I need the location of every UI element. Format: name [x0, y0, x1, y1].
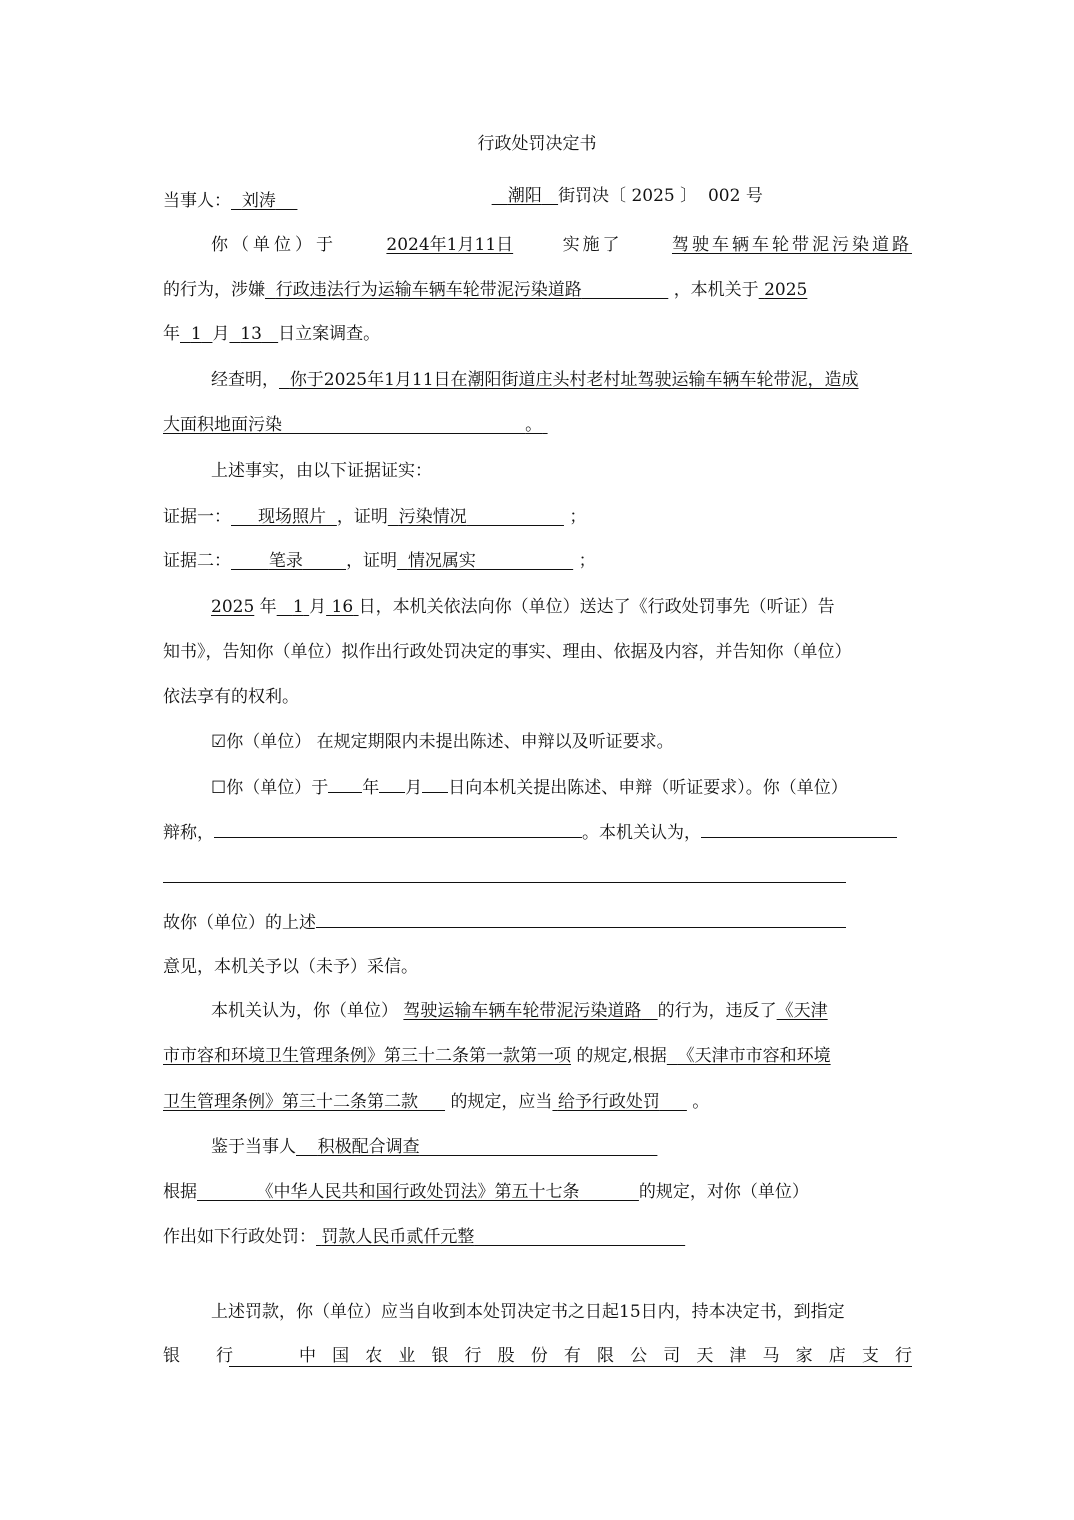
- para1-suspect: 行政违法行为运输车辆车轮带泥污染道路: [275, 280, 582, 300]
- para1-date: 2024年1月11日: [386, 235, 514, 255]
- payment-line1: [211, 1300, 912, 1324]
- payment-bank-label: [163, 1344, 233, 1368]
- bank-char: 股: [497, 1346, 515, 1366]
- violation-law1b: 市市容和环境卫生管理条例》第三十二条第一款第一项: [163, 1046, 571, 1066]
- option2-b: 年: [362, 778, 380, 798]
- mitigation-a: 鉴于当事人: [211, 1137, 296, 1157]
- evidence-2-item-field: [231, 551, 346, 571]
- option2-defense-blank: [214, 819, 582, 838]
- para1-suspect-field: [265, 280, 668, 300]
- option2-d: 日向本机关提出陈述、申辩（听证要求）。你（单位）: [448, 778, 848, 798]
- payment-bank-label-2: 行: [216, 1346, 233, 1366]
- mitigation-decision-field: [316, 1227, 685, 1247]
- violation-penalty: 给予行政处罚: [557, 1092, 660, 1112]
- para1-a: 你（单位）于: [211, 235, 337, 255]
- doc-number-year: 2025: [631, 186, 675, 206]
- para1-date-field: [386, 233, 513, 257]
- evidence-1-mid: ，证明: [336, 507, 388, 527]
- para1-month-field: [180, 324, 212, 344]
- bank-char: 限: [596, 1346, 614, 1366]
- bank-char: 业: [398, 1346, 416, 1366]
- violation-e: 。: [692, 1092, 710, 1112]
- para3-text: 上述事实，由以下证据证实：: [211, 461, 432, 481]
- title-text: 行政处罚决定书: [477, 134, 597, 154]
- option2-opinion-blank: [701, 819, 897, 838]
- party-label: 当事人：: [163, 191, 231, 211]
- bank-char: 马: [762, 1346, 780, 1366]
- notice-year: 2025: [211, 597, 255, 617]
- doc-number-serial: 002: [707, 186, 741, 206]
- violation-act: 驾驶运输车辆车轮带泥污染道路: [403, 1001, 642, 1021]
- notice-month-field: [277, 597, 309, 617]
- violation-c: 的规定,根据: [576, 1046, 667, 1066]
- para1-line2: [163, 278, 912, 302]
- party-name-field: [231, 191, 297, 211]
- evidence-2-proves-field: [397, 551, 573, 571]
- para3-line: [211, 459, 912, 483]
- violation-act-field: [403, 1001, 657, 1021]
- violation-law2a-field: [667, 1046, 831, 1066]
- evidence-2: [163, 549, 912, 573]
- para1-g: 日立案调查。: [278, 324, 381, 344]
- notice-line2-text: 知书》，告知你（单位）拟作出行政处罚决定的事实、理由、依据及内容，并告知你（单位）: [163, 642, 852, 662]
- para1-year: 2025: [764, 280, 808, 300]
- doc-number-close: 〕: [680, 186, 698, 206]
- para1-line1: [211, 233, 912, 257]
- violation-law1a: 《天津: [776, 1001, 828, 1021]
- option2-month-blank: [379, 774, 405, 793]
- bank-char: 津: [729, 1346, 747, 1366]
- mitigation-c: 的规定，对你（单位）: [638, 1182, 809, 1202]
- notice-b: 月: [309, 597, 327, 617]
- evidence-1-end: ；: [569, 507, 587, 527]
- bank-char: 公: [630, 1346, 648, 1366]
- para2-finding1-field: [279, 370, 859, 390]
- bank-char: 份: [530, 1346, 548, 1366]
- option2-g: 故你（单位）的上述: [163, 913, 316, 933]
- para1-c: 的行为，涉嫌: [163, 280, 265, 300]
- violation-law2b: 卫生管理条例》第三十二条第二款: [163, 1092, 418, 1112]
- evidence-2-label: 证据二：: [163, 551, 231, 571]
- option2-a: 你（单位）于: [226, 778, 329, 798]
- bank-char: 有: [563, 1346, 581, 1366]
- bank-char: 中: [299, 1346, 316, 1366]
- mitigation-decision: 罚款人民币贰仟元整: [321, 1227, 475, 1247]
- notice-line1: [211, 595, 912, 619]
- option2-f: 。本机关认为，: [582, 823, 701, 843]
- option2-c: 月: [405, 778, 423, 798]
- para2-line2: [163, 413, 912, 437]
- para2-finding2-field: [163, 415, 548, 435]
- bank-char: 国: [332, 1346, 350, 1366]
- mitigation-law: 《中华人民共和国行政处罚法》第五十七条: [256, 1182, 580, 1202]
- party-line: [163, 189, 912, 213]
- notice-day-field: [326, 597, 358, 617]
- bank-char: 店: [828, 1346, 846, 1366]
- option-statement: [211, 774, 912, 800]
- notice-line3: [163, 685, 912, 709]
- notice-c: 日，本机关依法向你（单位）送达了《行政处罚事先（听证）告: [358, 597, 835, 617]
- notice-day: 16: [331, 597, 354, 617]
- bank-char: 农: [365, 1346, 383, 1366]
- evidence-1-item-field: [231, 507, 337, 527]
- evidence-1-item: 现场照片: [258, 507, 327, 527]
- payment-bank-chars: [299, 1344, 912, 1368]
- para1-f: 月: [212, 324, 230, 344]
- notice-a: 年: [259, 597, 277, 617]
- para1-line3: [163, 322, 912, 346]
- mitigation-reason: 积极配合调查: [317, 1137, 420, 1157]
- para1-d: ，本机关于: [673, 280, 759, 300]
- evidence-1-proves: 污染情况: [398, 507, 467, 527]
- option1-text: 你（单位） 在规定期限内未提出陈述、申辩以及听证要求。: [226, 732, 674, 752]
- para2-finding1: 你于2025年1月11日在潮阳街道庄头村老村址驾驶运输车辆车轮带泥，造成: [289, 370, 859, 390]
- bank-char: 行: [464, 1346, 482, 1366]
- option2-e: 辩称，: [163, 823, 214, 843]
- violation-d: 的规定，应当: [450, 1092, 553, 1112]
- bank-char: 银: [431, 1346, 449, 1366]
- option2-blank-line: [163, 882, 846, 883]
- payment-line1-text: 上述罚款，你（单位）应当自收到本处罚决定书之日起15日内，持本决定书，到指定: [211, 1302, 845, 1322]
- payment-bank-label-1: 银: [163, 1346, 180, 1366]
- party-name: 刘涛: [241, 191, 276, 211]
- option2-above-blank: [316, 909, 846, 928]
- evidence-2-mid: ，证明: [346, 551, 398, 571]
- violation-penalty-field: [552, 1092, 686, 1112]
- evidence-1: [163, 505, 912, 529]
- mitigation-law-field: [197, 1182, 639, 1202]
- mitigation-line1: [211, 1135, 912, 1159]
- para2-end: 。: [525, 415, 543, 435]
- mitigation-b: 根据: [163, 1182, 197, 1202]
- violation-line3: [163, 1090, 912, 1114]
- para2-a: 经查明，: [211, 370, 279, 390]
- violation-b: 的行为，违反了: [657, 1001, 777, 1021]
- evidence-1-proves-field: [388, 507, 564, 527]
- para1-act: 驾驶车辆车轮带泥污染道路: [671, 235, 912, 255]
- option2-line5: [163, 955, 912, 979]
- para1-e: 年: [163, 324, 180, 344]
- para2-line1: [211, 368, 912, 392]
- evidence-2-proves: 情况属实: [407, 551, 476, 571]
- evidence-2-item: 笔录: [268, 551, 303, 571]
- notice-line2: [163, 640, 912, 664]
- checkbox-unchecked-icon: ☐: [211, 778, 227, 798]
- evidence-1-label: 证据一：: [163, 507, 231, 527]
- doc-number-suffix: 号: [745, 186, 763, 206]
- option2-h: 意见，本机关予以（未予）采信。: [163, 957, 418, 977]
- evidence-2-end: ；: [578, 551, 596, 571]
- option2-line4: [163, 909, 912, 935]
- violation-law2b-field: [163, 1092, 445, 1112]
- notice-month: 1: [292, 597, 304, 617]
- doc-number-mid: 街罚决〔: [558, 186, 627, 206]
- bank-char: 支: [861, 1346, 879, 1366]
- violation-a: 本机关认为，你（单位）: [211, 1001, 398, 1021]
- mitigation-reason-field: [296, 1137, 657, 1157]
- para1-month: 1: [190, 324, 202, 344]
- bank-char: 天: [696, 1346, 714, 1366]
- bank-char: 家: [795, 1346, 813, 1366]
- mitigation-d: 作出如下行政处罚：: [163, 1227, 316, 1247]
- option2-year-blank: [328, 774, 362, 793]
- violation-law2a: 《天津市市容和环境: [677, 1046, 831, 1066]
- bank-char: 司: [663, 1346, 681, 1366]
- checkbox-checked-icon: ☑: [211, 732, 227, 752]
- option2-line2: [163, 819, 912, 845]
- violation-line1: [211, 999, 912, 1023]
- option2-day-blank: [422, 774, 448, 793]
- violation-line2: [163, 1044, 912, 1068]
- document-title: [0, 132, 1074, 156]
- para1-year-field: [759, 280, 808, 300]
- para2-finding2: 大面积地面污染: [163, 415, 282, 435]
- doc-number-place-text: 潮阳: [507, 186, 542, 206]
- mitigation-line2: [163, 1180, 912, 1204]
- para1-b: 实施了: [562, 235, 623, 255]
- para1-day: 13: [240, 324, 262, 344]
- para1-day-field: [229, 324, 278, 344]
- notice-line3-text: 依法享有的权利。: [163, 687, 299, 707]
- option-no-statement: [211, 730, 912, 754]
- mitigation-line3: [163, 1225, 912, 1249]
- bank-char: 行: [894, 1346, 912, 1366]
